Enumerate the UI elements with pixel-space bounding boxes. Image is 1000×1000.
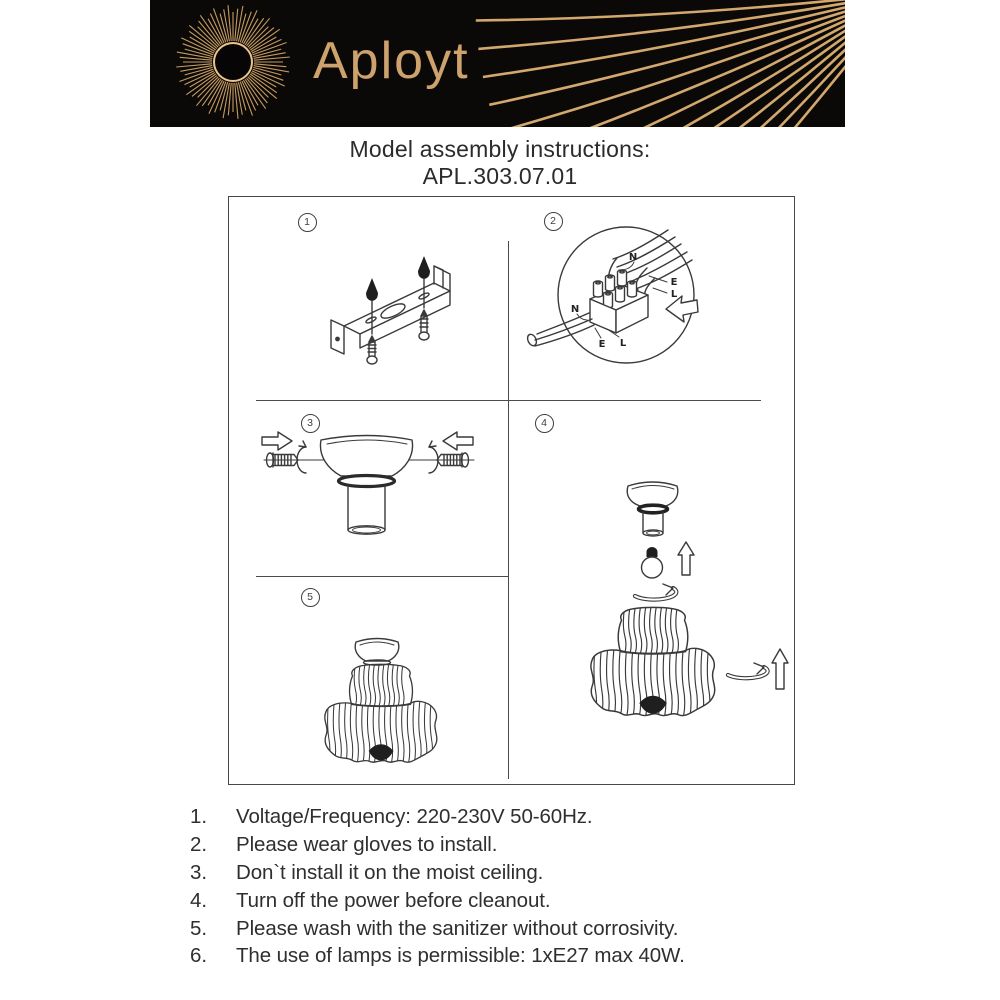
wire-label-cable-n: N <box>628 252 638 263</box>
instructions-list <box>190 803 870 970</box>
page-title: Model assembly instructions: <box>349 136 651 162</box>
instruction-number: 6. <box>190 944 208 968</box>
bulb-globe <box>642 557 663 578</box>
instruction-text: Please wash with the sanitizer without corrosivity. <box>236 916 679 940</box>
wire-label-cable-l: L <box>670 289 678 300</box>
bulb-base <box>647 547 658 557</box>
sunburst-logo-icon <box>176 5 290 119</box>
wire-label-block-l: L <box>619 338 627 349</box>
instruction-item <box>190 859 870 887</box>
panel-3-canopy-screws-figure <box>228 399 507 575</box>
instruction-item <box>190 942 870 970</box>
instruction-text: Turn off the power before cleanout. <box>236 888 551 912</box>
instruction-number: 1. <box>190 805 208 828</box>
screw-right <box>429 441 469 473</box>
instruction-text: Don`t install it on the moist ceiling. <box>236 860 544 884</box>
instruction-number: 3. <box>190 860 208 884</box>
panel-2-wiring-figure <box>507 196 794 399</box>
screw-left <box>267 441 307 473</box>
instruction-number: 5. <box>190 916 208 940</box>
brand-logo-text: Aployt <box>313 32 470 90</box>
instruction-text: The use of lamps is permissible: 1xE27 max 40W. <box>236 944 685 968</box>
step-circle-1: 1 <box>298 213 317 232</box>
panel-4-assembly-figure <box>507 399 794 784</box>
rotate-arrow-icon-2 <box>728 663 768 678</box>
instruction-item <box>190 887 870 915</box>
title-block <box>0 136 1000 190</box>
corner-rays-icon <box>476 0 845 127</box>
up-arrow-icon-2 <box>772 649 788 689</box>
wire-label-block-e: E <box>598 339 606 350</box>
up-arrow-icon <box>678 542 694 575</box>
step-circle-5: 5 <box>301 588 320 607</box>
instruction-number: 2. <box>190 832 208 856</box>
panel-5-assembled-lamp-figure <box>228 575 507 783</box>
rotate-arrow-icon <box>635 584 676 600</box>
instruction-item <box>190 915 870 943</box>
banner-decorations <box>150 0 845 127</box>
instruction-item <box>190 803 870 831</box>
instruction-text: Voltage/Frequency: 220-230V 50-60Hz. <box>236 805 593 828</box>
instruction-item <box>190 831 870 859</box>
step-circle-4: 4 <box>535 414 554 433</box>
wire-label-cable-e: E <box>670 277 678 288</box>
model-number: APL.303.07.01 <box>422 163 578 189</box>
step-circle-2: 2 <box>544 212 563 231</box>
panel-1-mounting-bracket-figure <box>228 196 507 399</box>
step-circle-3: 3 <box>301 414 320 433</box>
instruction-number: 4. <box>190 888 208 912</box>
wire-label-block-n: N <box>570 304 580 315</box>
instruction-text: Please wear gloves to install. <box>236 832 498 856</box>
header-banner <box>150 0 845 127</box>
